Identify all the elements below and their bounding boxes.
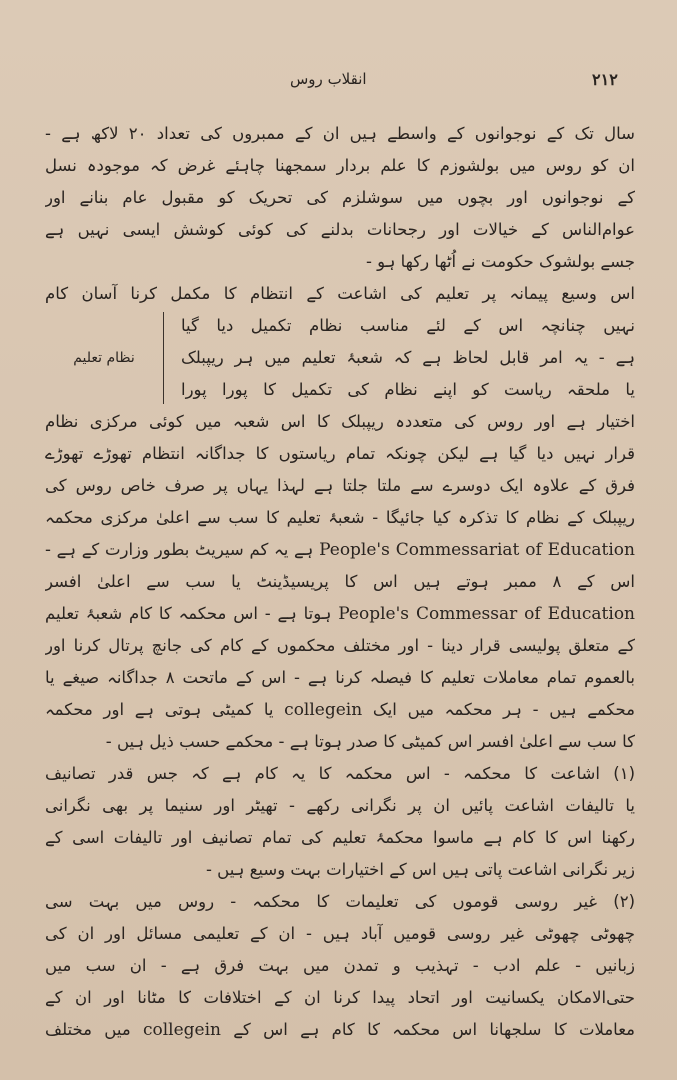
english-term: collegein — [284, 700, 363, 720]
text-line: حتی‌الامکان یکسانیت اور اتحاد پیدا کرنا ان کے اختلافات کا مٹانا اور ان کے — [45, 988, 635, 1007]
text-line: اختیار ہے اور روس کی متعددہ ریپبلک کا اس شعبہ میں کوئی مرکزی نظام — [45, 412, 635, 431]
text-line: جسے بولشوک حکومت نے اُٹھا رکھا ہو - — [365, 252, 635, 271]
english-term: People's Commessariat of Education — [319, 540, 635, 560]
text-line: فرق کے علاوہ ایک دوسرے سے ملتا جلتا ہے لہذا یہاں پر صرف خاص روس کی — [45, 476, 635, 495]
text-line: کے نوجوانوں اور بچوں میں سوشلزم کی تحریک کو مقبول عام بنانے اور — [45, 188, 635, 207]
text-line-with-english — [45, 1014, 635, 1046]
text-line: عوام‌الناس کے خیالات اور رجحانات بدلنے کی کوئی کوشش ایسی نہیں ہے — [45, 220, 635, 239]
sidebar-heading: نظام تعلیم — [45, 312, 164, 404]
text-fragment: ہے یہ کم سیریٹ بطور وزارت کے ہے - — [45, 540, 314, 559]
text-line: اس کے ۸ ممبر ہوتے ہیں اس کا پریسیڈینٹ یا سب سے اعلیٰ افسر — [45, 572, 635, 591]
text-line: کا سب سے اعلیٰ افسر اس کمیٹی کا صدر ہوتا ہے - محکمے حسب ذیل ہیں - — [105, 732, 635, 751]
sidebar-block — [45, 310, 635, 406]
text-line-with-english — [45, 598, 635, 630]
text-fragment: یا کمیٹی ہوتی ہے اور محکمہ — [45, 700, 274, 719]
text-line: بالعموم تمام معاملات تعلیم کا فیصلہ کرنا ہے - اس کے ماتحت ۸ جداگانہ صیغے یا — [45, 668, 635, 687]
text-fragment: محکمے ہیں - ہر محکمہ میں ایک — [372, 700, 635, 719]
text-line-with-english — [45, 694, 635, 726]
english-term: collegein — [142, 1020, 221, 1040]
text-fragment: معاملات کا سلجھانا اس محکمہ کا کام ہے اس کے — [233, 1020, 635, 1039]
text-line: کے متعلق پولیسی قرار دینا - اور مختلف محکموں کے کام کی جانچ پرتال کرنا اور — [45, 636, 635, 655]
text-line: چھوٹی چھوٹی غیر روسی قومیں آباد ہیں - ان کے تعلیمی مسائل اور ان کی — [45, 924, 635, 943]
text-line: ان کو روس میں بولشوزم کا علم بردار سمجھنا چاہئے غرض کہ موجودہ نسل — [45, 156, 635, 175]
text-line: یا ملحقہ ریاست کو اپنے نظام کی تکمیل کا پورا پورا — [181, 380, 635, 399]
text-line: (۱) اشاعت کا محکمہ - اس محکمہ کا یہ کام ہے کہ جس قدر تصانیف — [45, 764, 635, 783]
text-fragment: میں مختلف — [45, 1020, 131, 1039]
page-number: ۲۱۲ — [592, 70, 618, 89]
text-line: قرار نہیں دیا گیا ہے لیکن چونکہ تمام ریاستوں کا جداگانہ انتظام تھوڑے تھوڑے — [45, 444, 635, 463]
page-header — [0, 70, 677, 94]
body-text — [45, 118, 635, 1046]
text-line: سال تک کے نوجوانوں کے واسطے ہیں ان کے ممبروں کی تعداد ۲۰ لاکھ ہے - — [45, 124, 635, 143]
text-line: (۲) غیر روسی قوموں کی تعلیمات کا محکمہ - روس میں بہت سی — [45, 892, 635, 911]
english-term: People's Commessar of Education — [338, 604, 635, 624]
text-line-with-english — [45, 534, 635, 566]
text-fragment: ہوتا ہے - اس محکمہ کا کام شعبۂ تعلیم — [45, 604, 332, 623]
text-line: اس وسیع پیمانہ پر تعلیم کی اشاعت کے انتظام کا مکمل کرنا آسان کام — [45, 284, 635, 303]
text-line: ریپبلک کے نظام کا تذکرہ کیا جائیگا - شعبۂ تعلیم کا سب سے اعلیٰ مرکزی محکمہ — [45, 508, 635, 527]
text-line: یا تالیفات اشاعت پائیں ان پر نگرانی رکھے - تھیٹر اور سنیما پر بھی نگرانی — [45, 796, 635, 815]
text-line: رکھنا اس کا کام ہے ماسوا محکمۂ تعلیم کی تمام تصانیف اور تالیفات اسی کے — [45, 828, 635, 847]
text-line: زیر نگرانی اشاعت پاتی ہیں اس کے اختیارات بہت وسیع ہیں - — [205, 860, 635, 879]
text-line: ہے - یہ امر قابل لحاظ ہے کہ شعبۂ تعلیم میں ہر ریپبلک — [181, 348, 635, 367]
text-line: زبانیں - علم ادب - تہذیب و تمدن میں بہت فرق ہے - ان سب میں — [45, 956, 635, 975]
sidebar-adjacent-text — [181, 310, 635, 406]
text-line: نہیں چنانچہ اس کے لئے مناسب نظام تکمیل دیا گیا — [181, 316, 635, 335]
running-title: انقلاب روس — [290, 70, 367, 88]
